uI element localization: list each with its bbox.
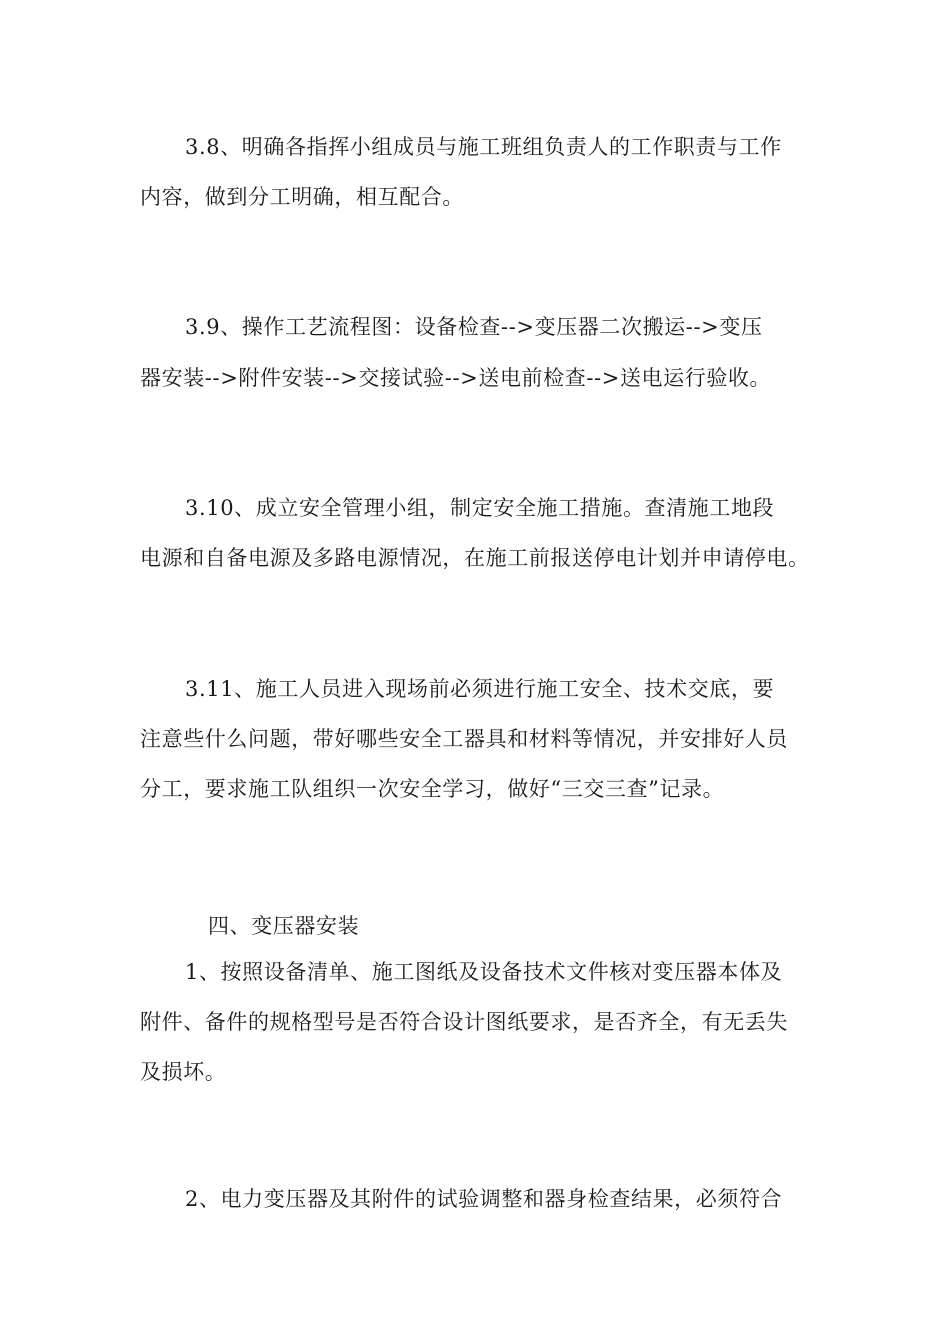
- paragraph-3-8-line-1: 3.8、明确各指挥小组成员与施工班组负责人的工作职责与工作: [185, 135, 782, 159]
- paragraph-3-11-line-3: 分工，要求施工队组织一次安全学习，做好“三交三查”记录。: [140, 777, 725, 801]
- section-heading: 四、变压器安装: [208, 914, 360, 938]
- paragraph-3-11-line-2: 注意些什么问题，带好哪些安全工器具和材料等情况，并安排好人员: [140, 727, 788, 751]
- paragraph-3-9-line-2: 器安装-->附件安装-->交接试验-->送电前检查-->送电运行验收。: [140, 366, 772, 390]
- item-1-line-1: 1、按照设备清单、施工图纸及设备技术文件核对变压器本体及: [185, 960, 783, 984]
- paragraph-3-8-line-2: 内容，做到分工明确，相互配合。: [140, 185, 464, 209]
- paragraph-3-9-line-1: 3.9、操作工艺流程图：设备检查-->变压器二次搬运-->变压: [185, 315, 763, 339]
- item-1-line-3: 及损坏。: [140, 1060, 227, 1084]
- paragraph-3-10-line-2: 电源和自备电源及多路电源情况，在施工前报送停电计划并申请停电。: [140, 546, 810, 570]
- paragraph-3-10-line-1: 3.10、成立安全管理小组，制定安全施工措施。查清施工地段: [185, 496, 775, 520]
- paragraph-3-11-line-1: 3.11、施工人员进入现场前必须进行施工安全、技术交底，要: [185, 677, 775, 701]
- item-1-line-2: 附件、备件的规格型号是否符合设计图纸要求，是否齐全，有无丢失: [140, 1010, 788, 1034]
- item-2-line-1: 2、电力变压器及其附件的试验调整和器身检查结果，必须符合: [185, 1187, 783, 1211]
